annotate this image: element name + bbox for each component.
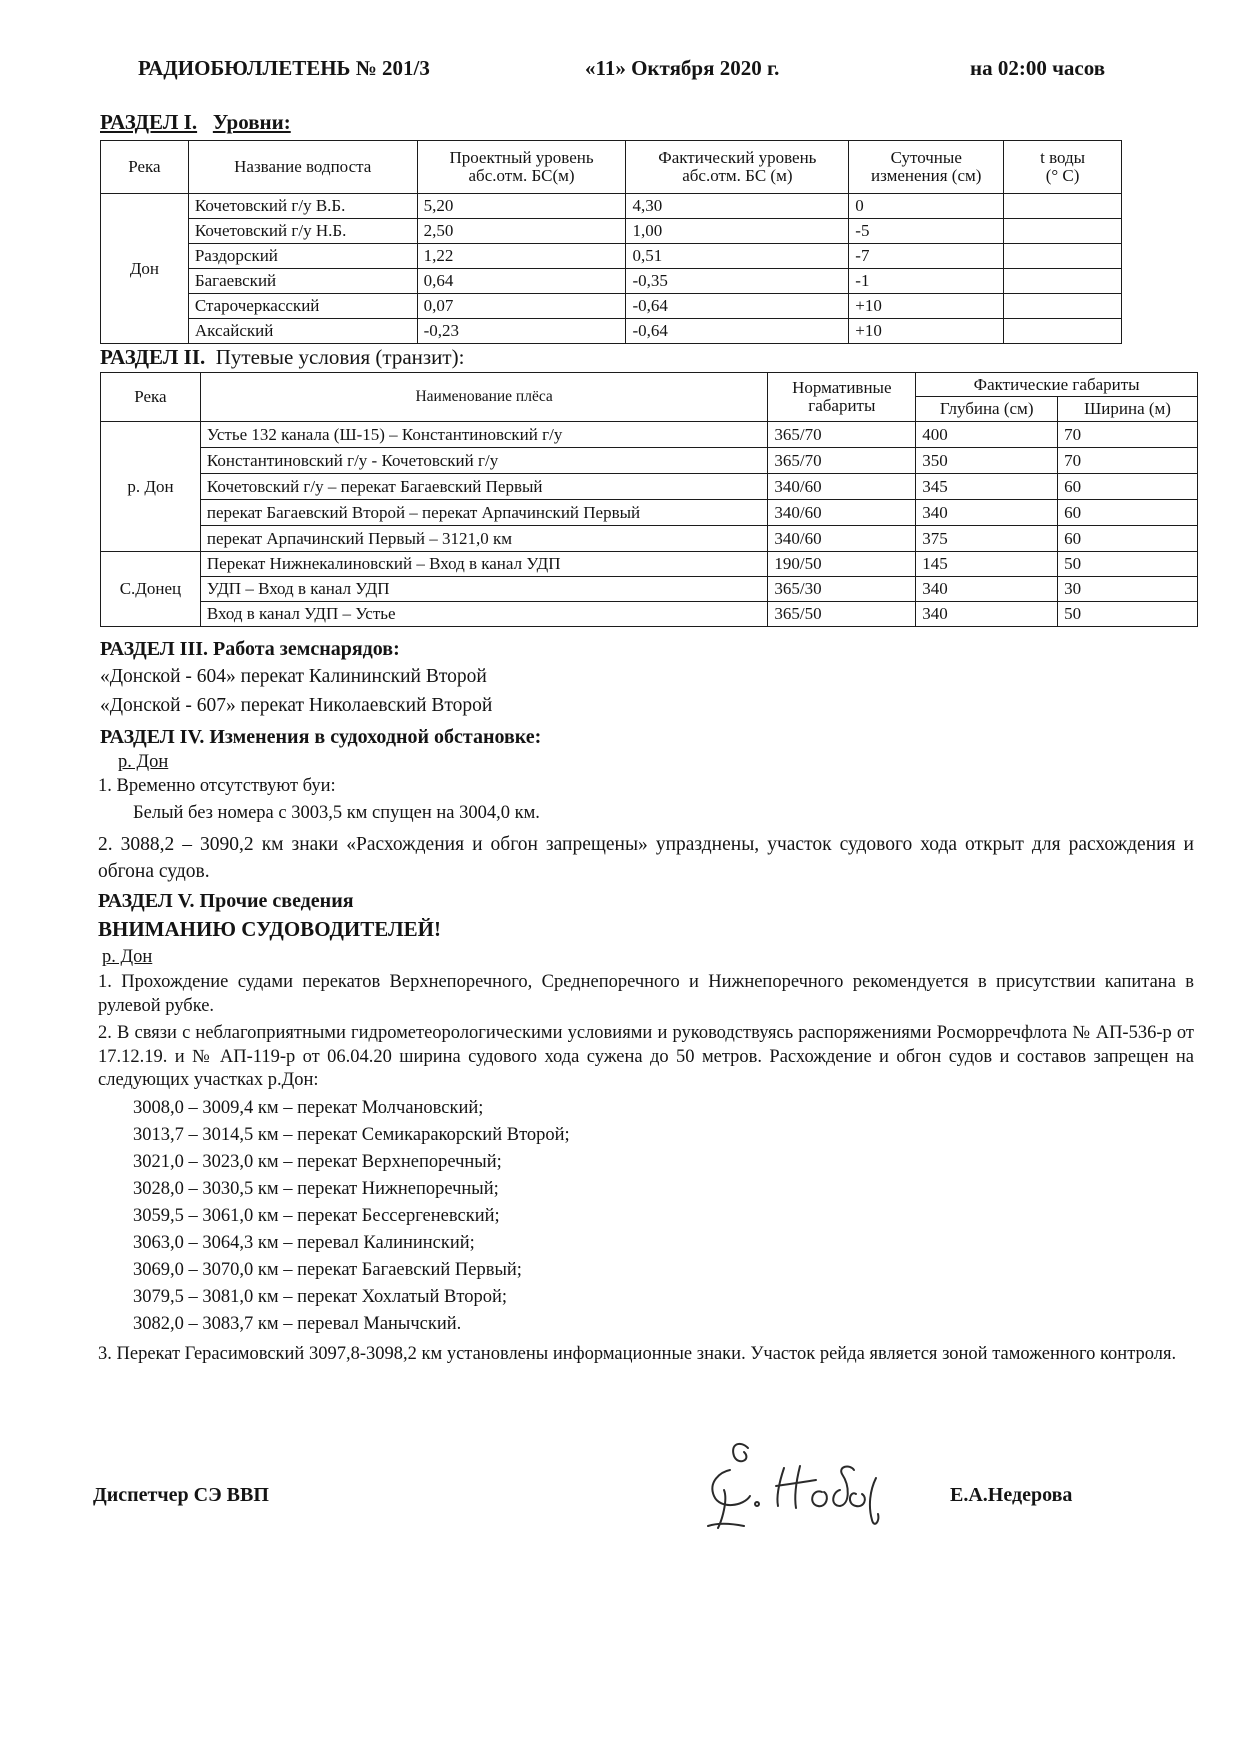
section4-item2: 2. 3088,2 – 3090,2 км знаки «Расхождения и обгон запрещены» упразднены, участок судового хода открыт для расхождения и обгона судов. bbox=[98, 834, 1194, 882]
table-row bbox=[101, 319, 1122, 344]
section5-item2: 2. В связи с неблагоприятными гидрометеорологическими условиями и руководствуясь распоряжениями Росморречфлота № АП-536-р от 17.12.19. и № АП-119-р от 06.04.20 ширина судового хода сужена до 50 метров. Расхождение и обгон судов и составов запрещен на следующих участках р.Дон: bbox=[98, 1023, 1194, 1090]
width: 70 bbox=[1058, 422, 1198, 448]
post-name: Кочетовский г/у Н.Б. bbox=[188, 219, 417, 244]
water-temp bbox=[1004, 294, 1122, 319]
table-row bbox=[101, 577, 1198, 602]
bulletin-title: РАДИОБЮЛЛЕТЕНЬ № 201/3 bbox=[138, 56, 430, 80]
post-name: Кочетовский г/у В.Б. bbox=[188, 194, 417, 219]
actual-level: -0,64 bbox=[626, 294, 849, 319]
list-item: 3082,0 – 3083,7 км – перевал Манычский. bbox=[133, 1314, 462, 1334]
list-item: 3059,5 – 3061,0 км – перекат Бессергеневский; bbox=[133, 1206, 500, 1226]
daily-change: +10 bbox=[849, 319, 1004, 344]
section1-title: Уровни: bbox=[212, 110, 291, 134]
col-post: Название водпоста bbox=[188, 141, 417, 194]
section5-river: р. Дон bbox=[102, 947, 153, 967]
table-row bbox=[101, 219, 1122, 244]
section2-title: Путевые условия (транзит): bbox=[215, 345, 465, 369]
depth: 375 bbox=[916, 526, 1058, 552]
list-item: 3063,0 – 3064,3 км – перевал Калининский; bbox=[133, 1233, 475, 1253]
levels-table bbox=[100, 140, 1122, 344]
post-name: Старочеркасский bbox=[188, 294, 417, 319]
daily-change: -7 bbox=[849, 244, 1004, 269]
route-header-row bbox=[101, 373, 1198, 397]
section1-label: РАЗДЕЛ I. bbox=[100, 110, 198, 134]
col-width: Ширина (м) bbox=[1058, 397, 1198, 422]
depth: 400 bbox=[916, 422, 1058, 448]
reach-name: перекат Багаевский Второй – перекат Арпачинский Первый bbox=[200, 500, 768, 526]
list-item: 3069,0 – 3070,0 км – перекат Багаевский Первый; bbox=[133, 1260, 522, 1280]
table-row bbox=[101, 602, 1198, 627]
daily-change: -1 bbox=[849, 269, 1004, 294]
col-depth: Глубина (см) bbox=[916, 397, 1058, 422]
section4-heading: РАЗДЕЛ IV. Изменения в судоходной обстановке: bbox=[100, 726, 542, 748]
table-row bbox=[101, 500, 1198, 526]
depth: 345 bbox=[916, 474, 1058, 500]
depth: 350 bbox=[916, 448, 1058, 474]
post-name: Багаевский bbox=[188, 269, 417, 294]
actual-level: 4,30 bbox=[626, 194, 849, 219]
design-level: -0,23 bbox=[417, 319, 626, 344]
norm-dims: 365/70 bbox=[768, 422, 916, 448]
list-item: 3028,0 – 3030,5 км – перекат Нижнепоречный; bbox=[133, 1179, 499, 1199]
water-temp bbox=[1004, 194, 1122, 219]
daily-change: -5 bbox=[849, 219, 1004, 244]
section1-heading bbox=[100, 110, 291, 135]
reach-name: Устье 132 канала (Ш-15) – Константиновский г/у bbox=[200, 422, 768, 448]
water-temp bbox=[1004, 319, 1122, 344]
width: 50 bbox=[1058, 552, 1198, 577]
water-temp bbox=[1004, 269, 1122, 294]
section3-heading: РАЗДЕЛ III. Работа земснарядов: bbox=[100, 638, 400, 660]
dispatcher-position: Диспетчер СЭ ВВП bbox=[93, 1484, 269, 1506]
actual-level: -0,64 bbox=[626, 319, 849, 344]
bulletin-date: «11» Октября 2020 г. bbox=[585, 56, 780, 80]
daily-change: +10 bbox=[849, 294, 1004, 319]
width: 30 bbox=[1058, 577, 1198, 602]
reach-name: Вход в канал УДП – Устье bbox=[200, 602, 768, 627]
reach-name: Кочетовский г/у – перекат Багаевский Первый bbox=[200, 474, 768, 500]
width: 70 bbox=[1058, 448, 1198, 474]
design-level: 0,64 bbox=[417, 269, 626, 294]
design-level: 0,07 bbox=[417, 294, 626, 319]
depth: 145 bbox=[916, 552, 1058, 577]
table-row bbox=[101, 269, 1122, 294]
route-table bbox=[100, 372, 1198, 627]
table-row bbox=[101, 448, 1198, 474]
water-temp bbox=[1004, 244, 1122, 269]
section2-label: РАЗДЕЛ II. bbox=[100, 345, 206, 369]
design-level: 1,22 bbox=[417, 244, 626, 269]
post-name: Раздорский bbox=[188, 244, 417, 269]
norm-dims: 340/60 bbox=[768, 500, 916, 526]
dredger-item: «Донской - 607» перекат Николаевский Второй bbox=[100, 695, 493, 716]
table-row bbox=[101, 194, 1122, 219]
norm-dims: 365/30 bbox=[768, 577, 916, 602]
section5-heading: РАЗДЕЛ V. Прочие сведения bbox=[98, 890, 354, 912]
width: 60 bbox=[1058, 500, 1198, 526]
col-actual-level: Фактический уровень абс.отм. БС (м) bbox=[626, 141, 849, 194]
dredger-item: «Донской - 604» перекат Калининский Второй bbox=[100, 666, 487, 687]
levels-header-row bbox=[101, 141, 1122, 194]
handwritten-signature bbox=[700, 1430, 890, 1540]
depth: 340 bbox=[916, 500, 1058, 526]
col-actual-dims: Фактические габариты bbox=[916, 373, 1198, 397]
col-reach: Наименование плёса bbox=[200, 373, 768, 422]
table-row bbox=[101, 552, 1198, 577]
table-row bbox=[101, 526, 1198, 552]
table-row bbox=[101, 294, 1122, 319]
dispatcher-name: Е.А.Недерова bbox=[950, 1484, 1073, 1506]
depth: 340 bbox=[916, 602, 1058, 627]
list-item: 3021,0 – 3023,0 км – перекат Верхнепоречный; bbox=[133, 1152, 502, 1172]
col-river: Река bbox=[101, 141, 189, 194]
col-design-level: Проектный уровень абс.отм. БС(м) bbox=[417, 141, 626, 194]
bulletin-time: на 02:00 часов bbox=[970, 56, 1106, 80]
actual-level: 0,51 bbox=[626, 244, 849, 269]
river-cell: С.Донец bbox=[101, 552, 201, 627]
norm-dims: 340/60 bbox=[768, 474, 916, 500]
col-water-temp: t воды (° С) bbox=[1004, 141, 1122, 194]
section4-item1-detail: Белый без номера с 3003,5 км спущен на 3004,0 км. bbox=[133, 803, 540, 823]
reach-name: Перекат Нижнекалиновский – Вход в канал УДП bbox=[200, 552, 768, 577]
reach-name: перекат Арпачинский Первый – 3121,0 км bbox=[200, 526, 768, 552]
col-daily-change: Суточные изменения (см) bbox=[849, 141, 1004, 194]
reach-name: Константиновский г/у - Кочетовский г/у bbox=[200, 448, 768, 474]
depth: 340 bbox=[916, 577, 1058, 602]
section5-item1: 1. Прохождение судами перекатов Верхнепоречного, Среднепоречного и Нижнепоречного рекомендуется в присутствии капитана в рулевой рубке. bbox=[98, 972, 1194, 1016]
section5-item3: 3. Перекат Герасимовский 3097,8-3098,2 км установлены информационные знаки. Участок рейда является зоной таможенного контроля. bbox=[98, 1344, 1177, 1364]
actual-level: 1,00 bbox=[626, 219, 849, 244]
reach-name: УДП – Вход в канал УДП bbox=[200, 577, 768, 602]
table-row bbox=[101, 474, 1198, 500]
width: 60 bbox=[1058, 526, 1198, 552]
section2-heading bbox=[100, 345, 464, 370]
width: 50 bbox=[1058, 602, 1198, 627]
river-cell: Дон bbox=[101, 194, 189, 344]
list-item: 3008,0 – 3009,4 км – перекат Молчановский; bbox=[133, 1098, 484, 1118]
list-item: 3013,7 – 3014,5 км – перекат Семикаракорский Второй; bbox=[133, 1125, 570, 1145]
section4-item1: 1. Временно отсутствуют буи: bbox=[98, 776, 336, 796]
river-cell: р. Дон bbox=[101, 422, 201, 552]
norm-dims: 190/50 bbox=[768, 552, 916, 577]
daily-change: 0 bbox=[849, 194, 1004, 219]
col-river: Река bbox=[101, 373, 201, 422]
norm-dims: 340/60 bbox=[768, 526, 916, 552]
design-level: 2,50 bbox=[417, 219, 626, 244]
width: 60 bbox=[1058, 474, 1198, 500]
norm-dims: 365/50 bbox=[768, 602, 916, 627]
section4-river: р. Дон bbox=[118, 752, 169, 772]
table-row bbox=[101, 244, 1122, 269]
attention-heading: ВНИМАНИЮ СУДОВОДИТЕЛЕЙ! bbox=[98, 917, 441, 941]
col-norm-dims: Нормативные габариты bbox=[768, 373, 916, 422]
post-name: Аксайский bbox=[188, 319, 417, 344]
design-level: 5,20 bbox=[417, 194, 626, 219]
norm-dims: 365/70 bbox=[768, 448, 916, 474]
actual-level: -0,35 bbox=[626, 269, 849, 294]
list-item: 3079,5 – 3081,0 км – перекат Хохлатый Второй; bbox=[133, 1287, 508, 1307]
water-temp bbox=[1004, 219, 1122, 244]
table-row bbox=[101, 422, 1198, 448]
